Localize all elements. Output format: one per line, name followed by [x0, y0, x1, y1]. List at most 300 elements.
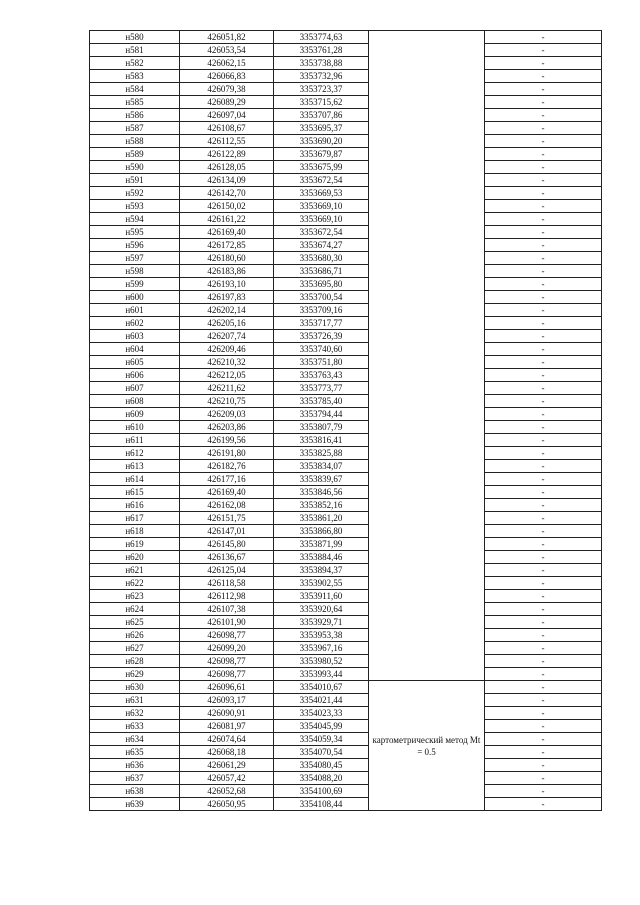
x-coordinate-cell: 426079,38 [180, 83, 274, 96]
method-cell-lower: картометрический метод Mt = 0.5 [369, 681, 485, 811]
x-coordinate-cell: 426074,64 [180, 733, 274, 746]
dash-cell: - [485, 772, 602, 785]
dash-cell: - [485, 122, 602, 135]
table-row [90, 798, 602, 811]
point-cell: н619 [90, 538, 180, 551]
x-coordinate-cell: 426099,20 [180, 642, 274, 655]
x-coordinate-cell: 426062,15 [180, 57, 274, 70]
table-row [90, 447, 602, 460]
y-coordinate-cell: 3354080,45 [274, 759, 369, 772]
dash-cell: - [485, 96, 602, 109]
dash-cell: - [485, 161, 602, 174]
point-cell: н613 [90, 460, 180, 473]
table-row [90, 577, 602, 590]
dash-cell: - [485, 135, 602, 148]
table-row [90, 96, 602, 109]
y-coordinate-cell: 3353732,96 [274, 70, 369, 83]
y-coordinate-cell: 3353695,37 [274, 122, 369, 135]
table-row [90, 239, 602, 252]
dash-cell: - [485, 655, 602, 668]
y-coordinate-cell: 3353920,64 [274, 603, 369, 616]
y-coordinate-cell: 3353679,87 [274, 148, 369, 161]
table-row [90, 694, 602, 707]
point-cell: н637 [90, 772, 180, 785]
table-row [90, 161, 602, 174]
dash-cell: - [485, 70, 602, 83]
y-coordinate-cell: 3353773,77 [274, 382, 369, 395]
y-coordinate-cell: 3353839,67 [274, 473, 369, 486]
y-coordinate-cell: 3353894,37 [274, 564, 369, 577]
point-cell: н581 [90, 44, 180, 57]
table-row [90, 668, 602, 681]
dash-cell: - [485, 551, 602, 564]
x-coordinate-cell: 426051,82 [180, 31, 274, 44]
dash-cell: - [485, 343, 602, 356]
dash-cell: - [485, 798, 602, 811]
point-cell: н626 [90, 629, 180, 642]
table-row [90, 122, 602, 135]
dash-cell: - [485, 785, 602, 798]
point-cell: н606 [90, 369, 180, 382]
dash-cell: - [485, 187, 602, 200]
point-cell: н593 [90, 200, 180, 213]
x-coordinate-cell: 426191,80 [180, 447, 274, 460]
table-row [90, 460, 602, 473]
point-cell: н584 [90, 83, 180, 96]
dash-cell: - [485, 473, 602, 486]
point-cell: н582 [90, 57, 180, 70]
table-row [90, 200, 602, 213]
table-row [90, 356, 602, 369]
y-coordinate-cell: 3354108,44 [274, 798, 369, 811]
point-cell: н624 [90, 603, 180, 616]
x-coordinate-cell: 426066,83 [180, 70, 274, 83]
table-row [90, 642, 602, 655]
dash-cell: - [485, 369, 602, 382]
dash-cell: - [485, 291, 602, 304]
dash-cell: - [485, 564, 602, 577]
y-coordinate-cell: 3353871,99 [274, 538, 369, 551]
y-coordinate-cell: 3353695,80 [274, 278, 369, 291]
table-row [90, 187, 602, 200]
y-coordinate-cell: 3353690,20 [274, 135, 369, 148]
table-row [90, 746, 602, 759]
point-cell: н633 [90, 720, 180, 733]
x-coordinate-cell: 426108,67 [180, 122, 274, 135]
point-cell: н601 [90, 304, 180, 317]
y-coordinate-cell: 3353807,79 [274, 421, 369, 434]
y-coordinate-cell: 3353700,54 [274, 291, 369, 304]
x-coordinate-cell: 426161,22 [180, 213, 274, 226]
dash-cell: - [485, 31, 602, 44]
dash-cell: - [485, 616, 602, 629]
table-row [90, 135, 602, 148]
coordinates-table [89, 30, 602, 811]
point-cell: н628 [90, 655, 180, 668]
table-row [90, 759, 602, 772]
table-row [90, 590, 602, 603]
x-coordinate-cell: 426180,60 [180, 252, 274, 265]
y-coordinate-cell: 3353674,27 [274, 239, 369, 252]
dash-cell: - [485, 278, 602, 291]
table-row [90, 655, 602, 668]
x-coordinate-cell: 426177,16 [180, 473, 274, 486]
point-cell: н615 [90, 486, 180, 499]
x-coordinate-cell: 426211,62 [180, 382, 274, 395]
y-coordinate-cell: 3353993,44 [274, 668, 369, 681]
table-row [90, 551, 602, 564]
point-cell: н634 [90, 733, 180, 746]
x-coordinate-cell: 426112,98 [180, 590, 274, 603]
x-coordinate-cell: 426151,75 [180, 512, 274, 525]
y-coordinate-cell: 3353669,10 [274, 200, 369, 213]
x-coordinate-cell: 426183,86 [180, 265, 274, 278]
y-coordinate-cell: 3354088,20 [274, 772, 369, 785]
dash-cell: - [485, 356, 602, 369]
table-row [90, 109, 602, 122]
table-row [90, 278, 602, 291]
y-coordinate-cell: 3353763,43 [274, 369, 369, 382]
dash-cell: - [485, 629, 602, 642]
x-coordinate-cell: 426053,54 [180, 44, 274, 57]
point-cell: н609 [90, 408, 180, 421]
table-row [90, 343, 602, 356]
x-coordinate-cell: 426209,46 [180, 343, 274, 356]
table-row [90, 31, 602, 44]
y-coordinate-cell: 3353852,16 [274, 499, 369, 512]
point-cell: н604 [90, 343, 180, 356]
x-coordinate-cell: 426169,40 [180, 486, 274, 499]
x-coordinate-cell: 426122,89 [180, 148, 274, 161]
point-cell: н629 [90, 668, 180, 681]
table-row [90, 382, 602, 395]
x-coordinate-cell: 426097,04 [180, 109, 274, 122]
table-row [90, 629, 602, 642]
point-cell: н617 [90, 512, 180, 525]
dash-cell: - [485, 486, 602, 499]
dash-cell: - [485, 330, 602, 343]
point-cell: н630 [90, 681, 180, 694]
x-coordinate-cell: 426093,17 [180, 694, 274, 707]
y-coordinate-cell: 3353816,41 [274, 434, 369, 447]
y-coordinate-cell: 3353675,99 [274, 161, 369, 174]
x-coordinate-cell: 426098,77 [180, 668, 274, 681]
y-coordinate-cell: 3353680,30 [274, 252, 369, 265]
table-row [90, 330, 602, 343]
x-coordinate-cell: 426210,32 [180, 356, 274, 369]
point-cell: н622 [90, 577, 180, 590]
table-row [90, 603, 602, 616]
dash-cell: - [485, 499, 602, 512]
table-row [90, 369, 602, 382]
point-cell: н600 [90, 291, 180, 304]
x-coordinate-cell: 426199,56 [180, 434, 274, 447]
table-row [90, 707, 602, 720]
dash-cell: - [485, 239, 602, 252]
y-coordinate-cell: 3353834,07 [274, 460, 369, 473]
x-coordinate-cell: 426101,90 [180, 616, 274, 629]
table-row [90, 434, 602, 447]
x-coordinate-cell: 426182,76 [180, 460, 274, 473]
table-row [90, 486, 602, 499]
dash-cell: - [485, 642, 602, 655]
x-coordinate-cell: 426207,74 [180, 330, 274, 343]
dash-cell: - [485, 395, 602, 408]
y-coordinate-cell: 3353794,44 [274, 408, 369, 421]
dash-cell: - [485, 252, 602, 265]
x-coordinate-cell: 426145,80 [180, 538, 274, 551]
y-coordinate-cell: 3354045,99 [274, 720, 369, 733]
y-coordinate-cell: 3353669,10 [274, 213, 369, 226]
table-row [90, 395, 602, 408]
dash-cell: - [485, 681, 602, 694]
table-row [90, 70, 602, 83]
table-row [90, 213, 602, 226]
table-row [90, 291, 602, 304]
point-cell: н625 [90, 616, 180, 629]
x-coordinate-cell: 426134,09 [180, 174, 274, 187]
point-cell: н610 [90, 421, 180, 434]
table-row [90, 681, 602, 694]
dash-cell: - [485, 694, 602, 707]
point-cell: н639 [90, 798, 180, 811]
point-cell: н621 [90, 564, 180, 577]
x-coordinate-cell: 426209,03 [180, 408, 274, 421]
point-cell: н614 [90, 473, 180, 486]
dash-cell: - [485, 746, 602, 759]
y-coordinate-cell: 3353953,38 [274, 629, 369, 642]
point-cell: н587 [90, 122, 180, 135]
x-coordinate-cell: 426197,83 [180, 291, 274, 304]
x-coordinate-cell: 426205,16 [180, 317, 274, 330]
y-coordinate-cell: 3353967,16 [274, 642, 369, 655]
dash-cell: - [485, 759, 602, 772]
table-row [90, 772, 602, 785]
x-coordinate-cell: 426136,67 [180, 551, 274, 564]
point-cell: н608 [90, 395, 180, 408]
y-coordinate-cell: 3353709,16 [274, 304, 369, 317]
point-cell: н627 [90, 642, 180, 655]
y-coordinate-cell: 3353846,56 [274, 486, 369, 499]
y-coordinate-cell: 3353669,53 [274, 187, 369, 200]
dash-cell: - [485, 590, 602, 603]
point-cell: н583 [90, 70, 180, 83]
x-coordinate-cell: 426169,40 [180, 226, 274, 239]
y-coordinate-cell: 3353723,37 [274, 83, 369, 96]
x-coordinate-cell: 426061,29 [180, 759, 274, 772]
y-coordinate-cell: 3354010,67 [274, 681, 369, 694]
y-coordinate-cell: 3353761,28 [274, 44, 369, 57]
table-row [90, 564, 602, 577]
coordinates-table-body [90, 31, 602, 811]
point-cell: н612 [90, 447, 180, 460]
point-cell: н590 [90, 161, 180, 174]
point-cell: н603 [90, 330, 180, 343]
point-cell: н580 [90, 31, 180, 44]
dash-cell: - [485, 265, 602, 278]
x-coordinate-cell: 426162,08 [180, 499, 274, 512]
dash-cell: - [485, 83, 602, 96]
x-coordinate-cell: 426068,18 [180, 746, 274, 759]
point-cell: н611 [90, 434, 180, 447]
x-coordinate-cell: 426098,77 [180, 629, 274, 642]
point-cell: н585 [90, 96, 180, 109]
dash-cell: - [485, 382, 602, 395]
point-cell: н618 [90, 525, 180, 538]
y-coordinate-cell: 3354059,34 [274, 733, 369, 746]
dash-cell: - [485, 447, 602, 460]
dash-cell: - [485, 44, 602, 57]
dash-cell: - [485, 200, 602, 213]
dash-cell: - [485, 174, 602, 187]
table-row [90, 148, 602, 161]
y-coordinate-cell: 3353738,88 [274, 57, 369, 70]
y-coordinate-cell: 3354100,69 [274, 785, 369, 798]
y-coordinate-cell: 3354023,33 [274, 707, 369, 720]
dash-cell: - [485, 668, 602, 681]
point-cell: н592 [90, 187, 180, 200]
point-cell: н638 [90, 785, 180, 798]
table-row [90, 473, 602, 486]
x-coordinate-cell: 426052,68 [180, 785, 274, 798]
point-cell: н589 [90, 148, 180, 161]
point-cell: н607 [90, 382, 180, 395]
point-cell: н623 [90, 590, 180, 603]
y-coordinate-cell: 3353726,39 [274, 330, 369, 343]
x-coordinate-cell: 426112,55 [180, 135, 274, 148]
dash-cell: - [485, 525, 602, 538]
point-cell: н599 [90, 278, 180, 291]
dash-cell: - [485, 577, 602, 590]
dash-cell: - [485, 538, 602, 551]
dash-cell: - [485, 304, 602, 317]
method-cell-upper [369, 31, 485, 681]
x-coordinate-cell: 426172,85 [180, 239, 274, 252]
x-coordinate-cell: 426203,86 [180, 421, 274, 434]
y-coordinate-cell: 3353672,54 [274, 174, 369, 187]
y-coordinate-cell: 3353902,55 [274, 577, 369, 590]
x-coordinate-cell: 426096,61 [180, 681, 274, 694]
x-coordinate-cell: 426125,04 [180, 564, 274, 577]
point-cell: н632 [90, 707, 180, 720]
x-coordinate-cell: 426089,29 [180, 96, 274, 109]
point-cell: н586 [90, 109, 180, 122]
point-cell: н591 [90, 174, 180, 187]
y-coordinate-cell: 3353672,54 [274, 226, 369, 239]
y-coordinate-cell: 3353707,86 [274, 109, 369, 122]
y-coordinate-cell: 3353861,20 [274, 512, 369, 525]
y-coordinate-cell: 3353884,46 [274, 551, 369, 564]
point-cell: н635 [90, 746, 180, 759]
x-coordinate-cell: 426150,02 [180, 200, 274, 213]
y-coordinate-cell: 3353715,62 [274, 96, 369, 109]
x-coordinate-cell: 426118,58 [180, 577, 274, 590]
point-cell: н602 [90, 317, 180, 330]
y-coordinate-cell: 3353866,80 [274, 525, 369, 538]
point-cell: н596 [90, 239, 180, 252]
point-cell: н595 [90, 226, 180, 239]
y-coordinate-cell: 3353751,80 [274, 356, 369, 369]
y-coordinate-cell: 3353980,52 [274, 655, 369, 668]
dash-cell: - [485, 226, 602, 239]
y-coordinate-cell: 3353825,88 [274, 447, 369, 460]
y-coordinate-cell: 3354070,54 [274, 746, 369, 759]
x-coordinate-cell: 426081,97 [180, 720, 274, 733]
table-row [90, 512, 602, 525]
x-coordinate-cell: 426142,70 [180, 187, 274, 200]
table-row [90, 44, 602, 57]
x-coordinate-cell: 426212,05 [180, 369, 274, 382]
x-coordinate-cell: 426193,10 [180, 278, 274, 291]
dash-cell: - [485, 707, 602, 720]
y-coordinate-cell: 3353911,60 [274, 590, 369, 603]
table-row [90, 83, 602, 96]
table-row [90, 174, 602, 187]
table-row [90, 720, 602, 733]
x-coordinate-cell: 426050,95 [180, 798, 274, 811]
dash-cell: - [485, 603, 602, 616]
dash-cell: - [485, 148, 602, 161]
y-coordinate-cell: 3353740,60 [274, 343, 369, 356]
point-cell: н588 [90, 135, 180, 148]
table-row [90, 252, 602, 265]
table-row [90, 785, 602, 798]
x-coordinate-cell: 426147,01 [180, 525, 274, 538]
table-row [90, 57, 602, 70]
x-coordinate-cell: 426128,05 [180, 161, 274, 174]
point-cell: н597 [90, 252, 180, 265]
point-cell: н631 [90, 694, 180, 707]
x-coordinate-cell: 426202,14 [180, 304, 274, 317]
dash-cell: - [485, 213, 602, 226]
table-row [90, 265, 602, 278]
table-row [90, 421, 602, 434]
dash-cell: - [485, 733, 602, 746]
dash-cell: - [485, 512, 602, 525]
dash-cell: - [485, 57, 602, 70]
table-row [90, 538, 602, 551]
table-row [90, 499, 602, 512]
y-coordinate-cell: 3353686,71 [274, 265, 369, 278]
dash-cell: - [485, 460, 602, 473]
y-coordinate-cell: 3354021,44 [274, 694, 369, 707]
point-cell: н594 [90, 213, 180, 226]
dash-cell: - [485, 317, 602, 330]
point-cell: н620 [90, 551, 180, 564]
dash-cell: - [485, 421, 602, 434]
point-cell: н598 [90, 265, 180, 278]
table-row [90, 733, 602, 746]
table-row [90, 304, 602, 317]
x-coordinate-cell: 426107,38 [180, 603, 274, 616]
dash-cell: - [485, 434, 602, 447]
table-row [90, 616, 602, 629]
y-coordinate-cell: 3353774,63 [274, 31, 369, 44]
dash-cell: - [485, 408, 602, 421]
y-coordinate-cell: 3353785,40 [274, 395, 369, 408]
table-row [90, 408, 602, 421]
table-row [90, 525, 602, 538]
point-cell: н605 [90, 356, 180, 369]
x-coordinate-cell: 426090,91 [180, 707, 274, 720]
dash-cell: - [485, 109, 602, 122]
table-row [90, 226, 602, 239]
y-coordinate-cell: 3353929,71 [274, 616, 369, 629]
point-cell: н636 [90, 759, 180, 772]
x-coordinate-cell: 426210,75 [180, 395, 274, 408]
y-coordinate-cell: 3353717,77 [274, 317, 369, 330]
x-coordinate-cell: 426098,77 [180, 655, 274, 668]
